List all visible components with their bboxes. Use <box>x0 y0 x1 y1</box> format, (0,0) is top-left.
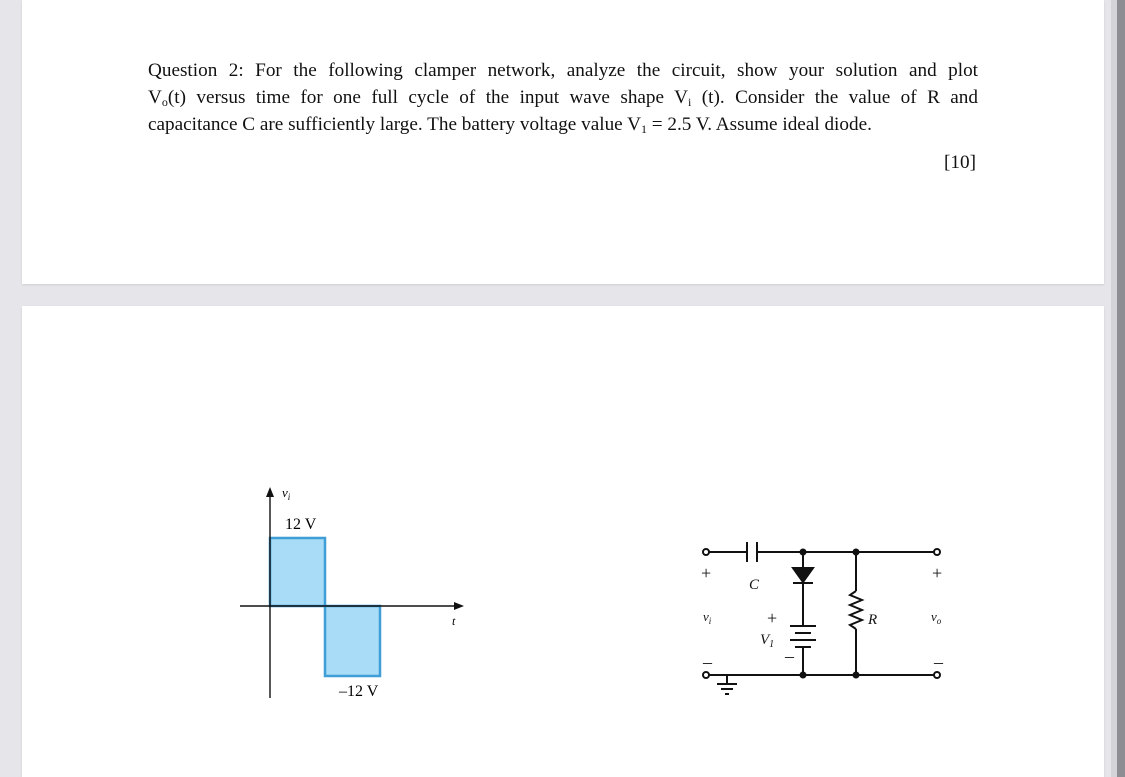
vi-subscript: i <box>687 94 692 109</box>
battery-icon <box>790 626 816 647</box>
input-terminal-bottom <box>703 672 709 678</box>
input-minus-label: – <box>703 652 712 672</box>
circuit-labels <box>701 563 944 672</box>
resistor-label: R <box>868 612 878 628</box>
negative-level-label: –12 V <box>339 683 379 700</box>
question-line-1: Question 2: For the following clamper network, analyze the circuit, show your solution and plot <box>148 60 978 81</box>
capacitor-label: C <box>749 577 760 593</box>
x-axis-arrow <box>454 602 464 610</box>
ground-icon <box>717 675 737 694</box>
vo-symbol: V <box>148 86 162 108</box>
resistor-icon <box>850 591 862 629</box>
battery-plus-label: + <box>767 608 778 628</box>
positive-pulse <box>270 538 325 606</box>
diode-icon <box>793 568 813 582</box>
v1-subscript: 1 <box>640 122 647 136</box>
capacitor-symbol <box>747 542 757 562</box>
output-terminal-top <box>934 549 940 555</box>
input-waveform-figure <box>240 485 464 700</box>
input-terminal-top <box>703 549 709 555</box>
vi-axis-label: $v_i$ <box>282 485 291 502</box>
positive-level-label: 12 V <box>285 516 317 533</box>
question-text <box>148 58 978 140</box>
battery-minus-label: – <box>785 646 794 666</box>
question-line-3-text: capacitance C are sufficiently large. The battery voltage value V <box>148 114 641 135</box>
output-terminal-bottom <box>934 672 940 678</box>
question-line-2-text: (t) versus time for one full cycle of the input wave shape V <box>167 86 688 108</box>
negative-pulse <box>325 606 380 676</box>
figure-canvas <box>22 306 1104 777</box>
document-page-1 <box>22 0 1104 284</box>
question-line-3 <box>148 112 978 140</box>
vo-output-label: $v_o$ <box>931 609 942 626</box>
question-line-3-end: = 2.5 V. Assume ideal diode. <box>646 114 872 135</box>
junction-dot-bottom-1 <box>801 673 806 678</box>
output-minus-label: – <box>934 652 943 672</box>
input-plus-label: + <box>701 563 712 583</box>
document-page-2 <box>22 306 1104 777</box>
y-axis-arrow <box>266 487 274 497</box>
output-plus-label: + <box>932 563 943 583</box>
battery-label: $V_1$ <box>760 632 775 650</box>
window-edge <box>1111 0 1125 777</box>
vi-input-label: $v_i$ <box>703 609 712 626</box>
marks-label: [10] <box>944 152 976 173</box>
question-line-2-end: (t). Consider the value of R and <box>691 86 978 108</box>
question-line-2 <box>148 85 978 113</box>
vo-subscript: o <box>161 94 168 109</box>
clamper-circuit <box>703 542 943 694</box>
junction-dot-bottom-2 <box>854 673 859 678</box>
t-axis-label: t <box>452 614 456 628</box>
